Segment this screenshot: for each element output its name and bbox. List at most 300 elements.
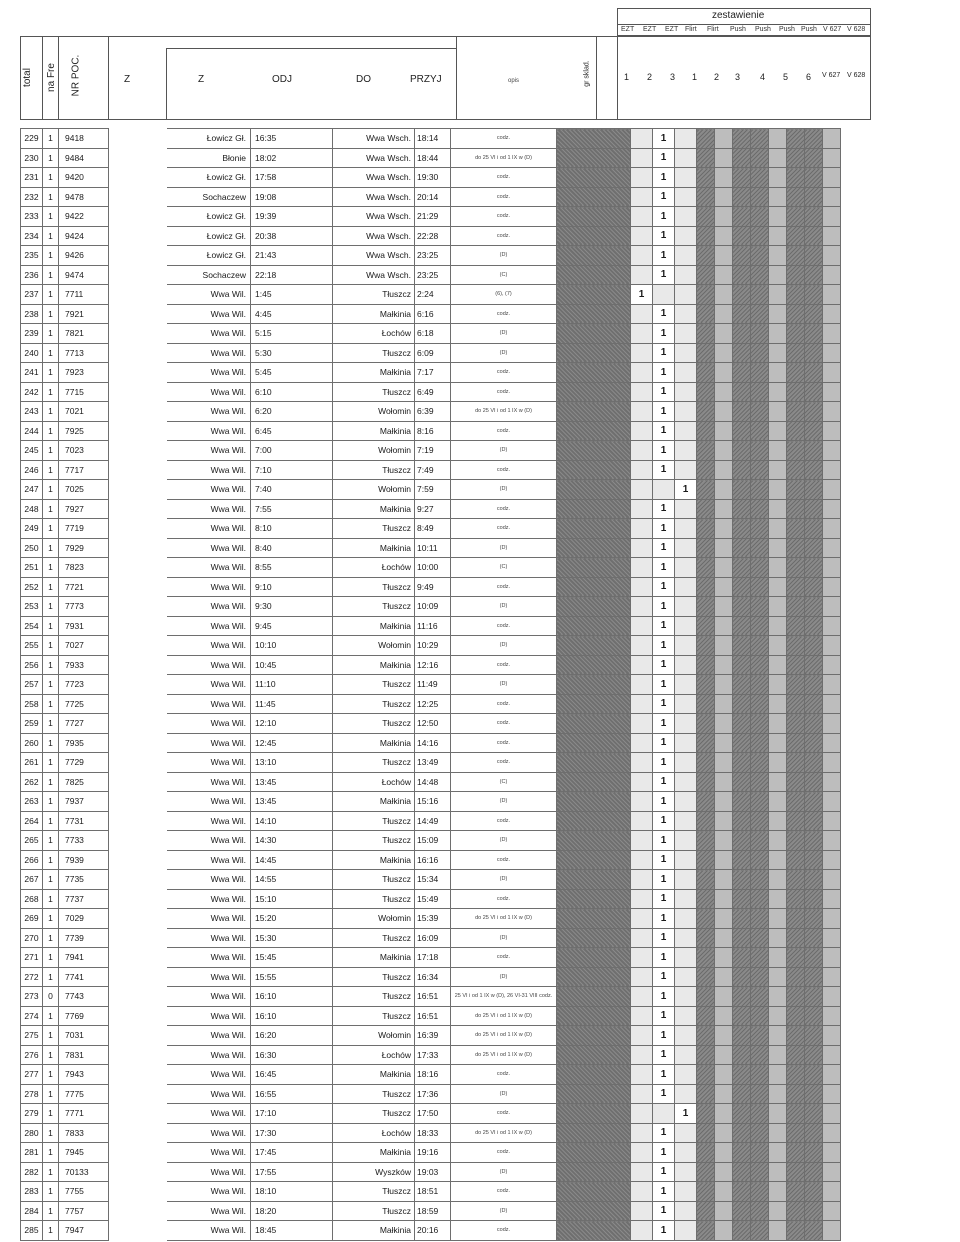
cell-remarks: codz. (451, 850, 557, 870)
cell-unit-shaded (769, 1045, 787, 1065)
cell-fre: 1 (43, 226, 59, 246)
table-row (21, 831, 841, 851)
table-row (21, 675, 841, 695)
cell-ezt-count: 1 (653, 987, 675, 1007)
cell-unit-shaded (715, 187, 733, 207)
cell-ezt-count: 1 (653, 1006, 675, 1026)
cell-unit-shaded (715, 480, 733, 500)
cell-arrival: 17:33 (415, 1045, 451, 1065)
cell-blank (109, 324, 167, 344)
cell-origin: Wwa Wil. (167, 694, 251, 714)
table-row (21, 928, 841, 948)
type-label-10: V 628 (847, 26, 866, 33)
cell-unit-shaded (733, 909, 751, 929)
cell-unit-shaded (751, 480, 769, 500)
cell-ezt-empty (675, 304, 697, 324)
cell-unit-shaded (823, 402, 841, 422)
cell-origin: Sochaczew (167, 187, 251, 207)
cell-ezt-count: 1 (653, 616, 675, 636)
cell-unit-shaded (769, 792, 787, 812)
cell-unit-shaded (805, 831, 823, 851)
number-header-row (617, 72, 871, 86)
cell-fre: 1 (43, 324, 59, 344)
cell-total: 251 (21, 558, 43, 578)
cell-ezt-empty (631, 1162, 653, 1182)
cell-unit-shaded (823, 870, 841, 890)
cell-unit-shaded (751, 519, 769, 539)
table-row (21, 889, 841, 909)
cell-arrival: 15:39 (415, 909, 451, 929)
cell-ezt-empty (631, 207, 653, 227)
cell-destination: Tłuszcz (333, 1182, 415, 1202)
cell-unit-shaded (751, 363, 769, 383)
cell-departure: 18:10 (251, 1182, 333, 1202)
table-row (21, 1221, 841, 1241)
cell-unit-shaded (715, 304, 733, 324)
cell-departure: 18:20 (251, 1201, 333, 1221)
cell-unit-shaded (733, 324, 751, 344)
cell-origin: Wwa Wil. (167, 792, 251, 812)
cell-remarks: (D) (451, 1162, 557, 1182)
cell-origin: Wwa Wil. (167, 480, 251, 500)
cell-shaded-block (557, 558, 631, 578)
cell-ezt-empty (631, 831, 653, 851)
cell-unit-shaded (769, 324, 787, 344)
cell-unit-shaded (769, 987, 787, 1007)
cell-ezt-empty (675, 850, 697, 870)
cell-fre: 1 (43, 714, 59, 734)
cell-origin: Wwa Wil. (167, 772, 251, 792)
cell-unit-shaded (769, 616, 787, 636)
cell-ezt-empty (675, 772, 697, 792)
cell-unit-shaded (823, 480, 841, 500)
cell-destination: Łochów (333, 772, 415, 792)
cell-unit-shaded (787, 1006, 805, 1026)
cell-destination: Wołomin (333, 441, 415, 461)
cell-unit-shaded (751, 382, 769, 402)
cell-unit-shaded (751, 207, 769, 227)
cell-origin: Wwa Wil. (167, 987, 251, 1007)
cell-unit-shaded (823, 636, 841, 656)
cell-unit-shaded (769, 421, 787, 441)
table-row (21, 1045, 841, 1065)
cell-fre: 1 (43, 597, 59, 617)
cell-fre: 1 (43, 519, 59, 539)
cell-arrival: 9:49 (415, 577, 451, 597)
cell-unit-shaded (733, 265, 751, 285)
cell-shaded-block (557, 753, 631, 773)
cell-unit-shaded (715, 1123, 733, 1143)
cell-fre: 1 (43, 1104, 59, 1124)
cell-shaded-block (557, 636, 631, 656)
cell-unit-shaded (751, 558, 769, 578)
cell-ezt-empty (631, 675, 653, 695)
cell-unit-shaded (697, 1045, 715, 1065)
cell-unit-shaded (805, 1162, 823, 1182)
cell-ezt-empty (631, 928, 653, 948)
cell-train-number: 7717 (59, 460, 109, 480)
cell-remarks: do 25 VI i od 1 IX w (D) (451, 1123, 557, 1143)
cell-arrival: 10:29 (415, 636, 451, 656)
cell-train-number: 7921 (59, 304, 109, 324)
cell-unit-shaded (823, 1045, 841, 1065)
cell-shaded-block (557, 246, 631, 266)
cell-train-number: 7937 (59, 792, 109, 812)
cell-arrival: 22:28 (415, 226, 451, 246)
cell-ezt-count: 1 (653, 421, 675, 441)
cell-train-number: 7727 (59, 714, 109, 734)
cell-ezt-empty (675, 831, 697, 851)
cell-total: 238 (21, 304, 43, 324)
cell-unit-shaded (751, 772, 769, 792)
cell-unit-shaded (769, 1026, 787, 1046)
cell-arrival: 17:18 (415, 948, 451, 968)
cell-origin: Wwa Wil. (167, 363, 251, 383)
cell-unit-shaded (769, 870, 787, 890)
type-label-2: EZT (665, 26, 679, 33)
cell-total: 255 (21, 636, 43, 656)
cell-unit-shaded (823, 460, 841, 480)
cell-unit-shaded (823, 558, 841, 578)
cell-unit-shaded (697, 733, 715, 753)
cell-origin: Wwa Wil. (167, 577, 251, 597)
cell-unit-shaded (823, 168, 841, 188)
cell-unit-shaded (715, 733, 733, 753)
table-row (21, 850, 841, 870)
cell-fre: 1 (43, 538, 59, 558)
cell-departure: 10:45 (251, 655, 333, 675)
cell-fre: 1 (43, 499, 59, 519)
cell-unit-shaded (697, 538, 715, 558)
cell-departure: 10:10 (251, 636, 333, 656)
cell-unit-shaded (769, 967, 787, 987)
cell-unit-shaded (769, 1084, 787, 1104)
cell-unit-shaded (769, 460, 787, 480)
cell-blank (109, 363, 167, 383)
cell-train-number: 7821 (59, 324, 109, 344)
cell-unit-shaded (733, 1182, 751, 1202)
cell-ezt-count: 1 (653, 850, 675, 870)
table-row (21, 363, 841, 383)
cell-origin: Wwa Wil. (167, 538, 251, 558)
cell-remarks: codz. (451, 1065, 557, 1085)
cell-arrival: 12:25 (415, 694, 451, 714)
cell-ezt-empty (675, 285, 697, 305)
cell-destination: Tłuszcz (333, 675, 415, 695)
cell-train-number: 9484 (59, 148, 109, 168)
cell-shaded-block (557, 363, 631, 383)
table-row (21, 694, 841, 714)
cell-unit-shaded (823, 1162, 841, 1182)
cell-unit-shaded (697, 1065, 715, 1085)
cell-remarks: codz. (451, 363, 557, 383)
cell-unit-shaded (715, 1221, 733, 1241)
cell-ezt-count: 1 (653, 460, 675, 480)
cell-origin: Wwa Wil. (167, 1006, 251, 1026)
table-row (21, 129, 841, 149)
cell-unit-shaded (769, 129, 787, 149)
cell-unit-shaded (787, 519, 805, 539)
cell-total: 269 (21, 909, 43, 929)
table-row (21, 1084, 841, 1104)
cell-shaded-block (557, 928, 631, 948)
cell-unit-shaded (751, 324, 769, 344)
cell-unit-shaded (697, 402, 715, 422)
cell-ezt-empty (653, 1104, 675, 1124)
cell-remarks: codz. (451, 655, 557, 675)
cell-unit-shaded (787, 538, 805, 558)
type-label-1: EZT (643, 26, 657, 33)
cell-ezt-empty (675, 148, 697, 168)
group-header-title: zestawienie (712, 10, 765, 21)
cell-unit-shaded (769, 558, 787, 578)
cell-ezt-empty (675, 207, 697, 227)
cell-destination: Małkinia (333, 304, 415, 324)
cell-remarks: (D) (451, 967, 557, 987)
cell-unit-shaded (823, 831, 841, 851)
cell-ezt-count: 1 (653, 831, 675, 851)
cell-destination: Wołomin (333, 480, 415, 500)
cell-unit-shaded (787, 480, 805, 500)
num-label-3: 1 (692, 72, 698, 82)
cell-train-number: 9474 (59, 265, 109, 285)
cell-destination: Wwa Wsch. (333, 168, 415, 188)
cell-total: 242 (21, 382, 43, 402)
cell-total: 253 (21, 597, 43, 617)
cell-origin: Sochaczew (167, 265, 251, 285)
cell-unit-shaded (751, 265, 769, 285)
table-row (21, 616, 841, 636)
table-row (21, 460, 841, 480)
cell-destination: Tłuszcz (333, 460, 415, 480)
cell-unit-shaded (715, 129, 733, 149)
table-row (21, 421, 841, 441)
cell-origin: Wwa Wil. (167, 460, 251, 480)
cell-unit-shaded (733, 753, 751, 773)
cell-ezt-count: 1 (653, 382, 675, 402)
cell-unit-shaded (769, 148, 787, 168)
cell-destination: Wwa Wsch. (333, 246, 415, 266)
cell-unit-shaded (823, 538, 841, 558)
cell-shaded-block (557, 129, 631, 149)
cell-destination: Małkinia (333, 1143, 415, 1163)
cell-train-number: 7023 (59, 441, 109, 461)
cell-destination: Tłuszcz (333, 714, 415, 734)
cell-unit-shaded (751, 1104, 769, 1124)
cell-ezt-empty (675, 694, 697, 714)
cell-unit-shaded (751, 948, 769, 968)
cell-unit-shaded (715, 1006, 733, 1026)
cell-unit-shaded (769, 1006, 787, 1026)
cell-unit-shaded (715, 909, 733, 929)
cell-train-number: 7769 (59, 1006, 109, 1026)
table-row (21, 792, 841, 812)
cell-unit-shaded (733, 694, 751, 714)
cell-departure: 15:55 (251, 967, 333, 987)
cell-ezt-empty (631, 577, 653, 597)
cell-unit-shaded (751, 928, 769, 948)
cell-total: 241 (21, 363, 43, 383)
cell-unit-shaded (805, 129, 823, 149)
cell-remarks: codz. (451, 714, 557, 734)
cell-unit-shaded (733, 148, 751, 168)
cell-ezt-empty (675, 733, 697, 753)
cell-unit-shaded (805, 675, 823, 695)
cell-destination: Wwa Wsch. (333, 226, 415, 246)
header-nr-poc: NR POC. (70, 54, 82, 97)
cell-unit-shaded (751, 792, 769, 812)
cell-ezt-count: 1 (653, 967, 675, 987)
cell-unit-shaded (823, 382, 841, 402)
cell-total: 261 (21, 753, 43, 773)
cell-unit-shaded (715, 1026, 733, 1046)
header-opis: opis (508, 78, 520, 84)
cell-arrival: 15:49 (415, 889, 451, 909)
type-label-8: Push (801, 26, 817, 33)
num-label-4: 2 (714, 72, 720, 82)
cell-unit-shaded (769, 480, 787, 500)
cell-unit-shaded (715, 636, 733, 656)
cell-unit-shaded (787, 928, 805, 948)
cell-shaded-block (557, 597, 631, 617)
cell-unit-shaded (733, 772, 751, 792)
cell-destination: Łochów (333, 1045, 415, 1065)
cell-unit-shaded (697, 831, 715, 851)
cell-destination: Tłuszcz (333, 597, 415, 617)
cell-unit-shaded (751, 460, 769, 480)
cell-train-number: 7735 (59, 870, 109, 890)
cell-ezt-empty (631, 753, 653, 773)
cell-ezt-empty (631, 1026, 653, 1046)
cell-shaded-block (557, 987, 631, 1007)
cell-total: 240 (21, 343, 43, 363)
cell-remarks: codz. (451, 889, 557, 909)
cell-ezt-count: 1 (653, 948, 675, 968)
cell-shaded-block (557, 850, 631, 870)
cell-remarks: (D) (451, 246, 557, 266)
cell-blank (109, 987, 167, 1007)
cell-unit-shaded (823, 987, 841, 1007)
cell-fre: 1 (43, 1182, 59, 1202)
cell-arrival: 14:16 (415, 733, 451, 753)
cell-unit-shaded (715, 558, 733, 578)
cell-ezt-empty (675, 597, 697, 617)
cell-ezt-count: 1 (653, 1123, 675, 1143)
table-row (21, 636, 841, 656)
cell-unit-shaded (733, 811, 751, 831)
cell-fre: 1 (43, 636, 59, 656)
table-row (21, 597, 841, 617)
cell-unit-shaded (805, 889, 823, 909)
cell-unit-shaded (769, 402, 787, 422)
cell-fre: 1 (43, 792, 59, 812)
cell-blank (109, 1221, 167, 1241)
cell-unit-shaded (805, 948, 823, 968)
cell-fre: 1 (43, 753, 59, 773)
cell-shaded-block (557, 1123, 631, 1143)
cell-unit-shaded (805, 1084, 823, 1104)
cell-unit-shaded (787, 324, 805, 344)
table-row (21, 402, 841, 422)
cell-destination: Tłuszcz (333, 1006, 415, 1026)
cell-unit-shaded (715, 168, 733, 188)
cell-unit-shaded (805, 285, 823, 305)
cell-unit-shaded (787, 1104, 805, 1124)
cell-departure: 18:45 (251, 1221, 333, 1241)
cell-unit-shaded (823, 285, 841, 305)
cell-fre: 1 (43, 694, 59, 714)
cell-total: 270 (21, 928, 43, 948)
num-label-8: 6 (806, 72, 812, 82)
cell-ezt-empty (675, 1123, 697, 1143)
header-na-fre: na Fre (45, 63, 57, 92)
num-label-6: 4 (760, 72, 766, 82)
cell-ezt-count: 1 (653, 1084, 675, 1104)
cell-shaded-block (557, 733, 631, 753)
cell-ezt-empty (631, 714, 653, 734)
cell-blank (109, 1045, 167, 1065)
cell-unit-shaded (697, 811, 715, 831)
cell-unit-shaded (823, 948, 841, 968)
cell-train-number: 7831 (59, 1045, 109, 1065)
table-row (21, 772, 841, 792)
cell-fre: 1 (43, 1006, 59, 1026)
cell-unit-shaded (805, 499, 823, 519)
cell-departure: 6:45 (251, 421, 333, 441)
table-row (21, 324, 841, 344)
cell-destination: Tłuszcz (333, 831, 415, 851)
cell-train-number: 9418 (59, 129, 109, 149)
cell-total: 266 (21, 850, 43, 870)
cell-ezt-count: 1 (653, 753, 675, 773)
cell-ezt-empty (631, 597, 653, 617)
cell-fre: 1 (43, 460, 59, 480)
cell-unit-shaded (751, 733, 769, 753)
cell-unit-shaded (787, 187, 805, 207)
cell-unit-shaded (733, 967, 751, 987)
cell-arrival: 16:51 (415, 1006, 451, 1026)
cell-unit-shaded (715, 246, 733, 266)
cell-destination: Tłuszcz (333, 987, 415, 1007)
cell-unit-shaded (733, 1201, 751, 1221)
cell-unit-shaded (715, 811, 733, 831)
cell-departure: 7:10 (251, 460, 333, 480)
cell-departure: 18:02 (251, 148, 333, 168)
cell-train-number: 7725 (59, 694, 109, 714)
cell-unit-shaded (769, 499, 787, 519)
cell-unit-shaded (715, 402, 733, 422)
cell-unit-shaded (805, 616, 823, 636)
cell-shaded-block (557, 304, 631, 324)
cell-departure: 16:45 (251, 1065, 333, 1085)
cell-remarks: (D) (451, 538, 557, 558)
cell-ezt-empty (631, 616, 653, 636)
cell-unit-shaded (769, 753, 787, 773)
cell-unit-shaded (697, 460, 715, 480)
cell-destination: Małkinia (333, 948, 415, 968)
cell-total: 234 (21, 226, 43, 246)
cell-total: 268 (21, 889, 43, 909)
cell-unit-shaded (697, 870, 715, 890)
cell-fre: 1 (43, 207, 59, 227)
cell-unit-shaded (769, 636, 787, 656)
cell-blank (109, 733, 167, 753)
type-label-7: Push (779, 26, 795, 33)
cell-unit-shaded (697, 1006, 715, 1026)
cell-ezt-empty (675, 753, 697, 773)
cell-ezt-empty (675, 168, 697, 188)
cell-unit-shaded (697, 675, 715, 695)
